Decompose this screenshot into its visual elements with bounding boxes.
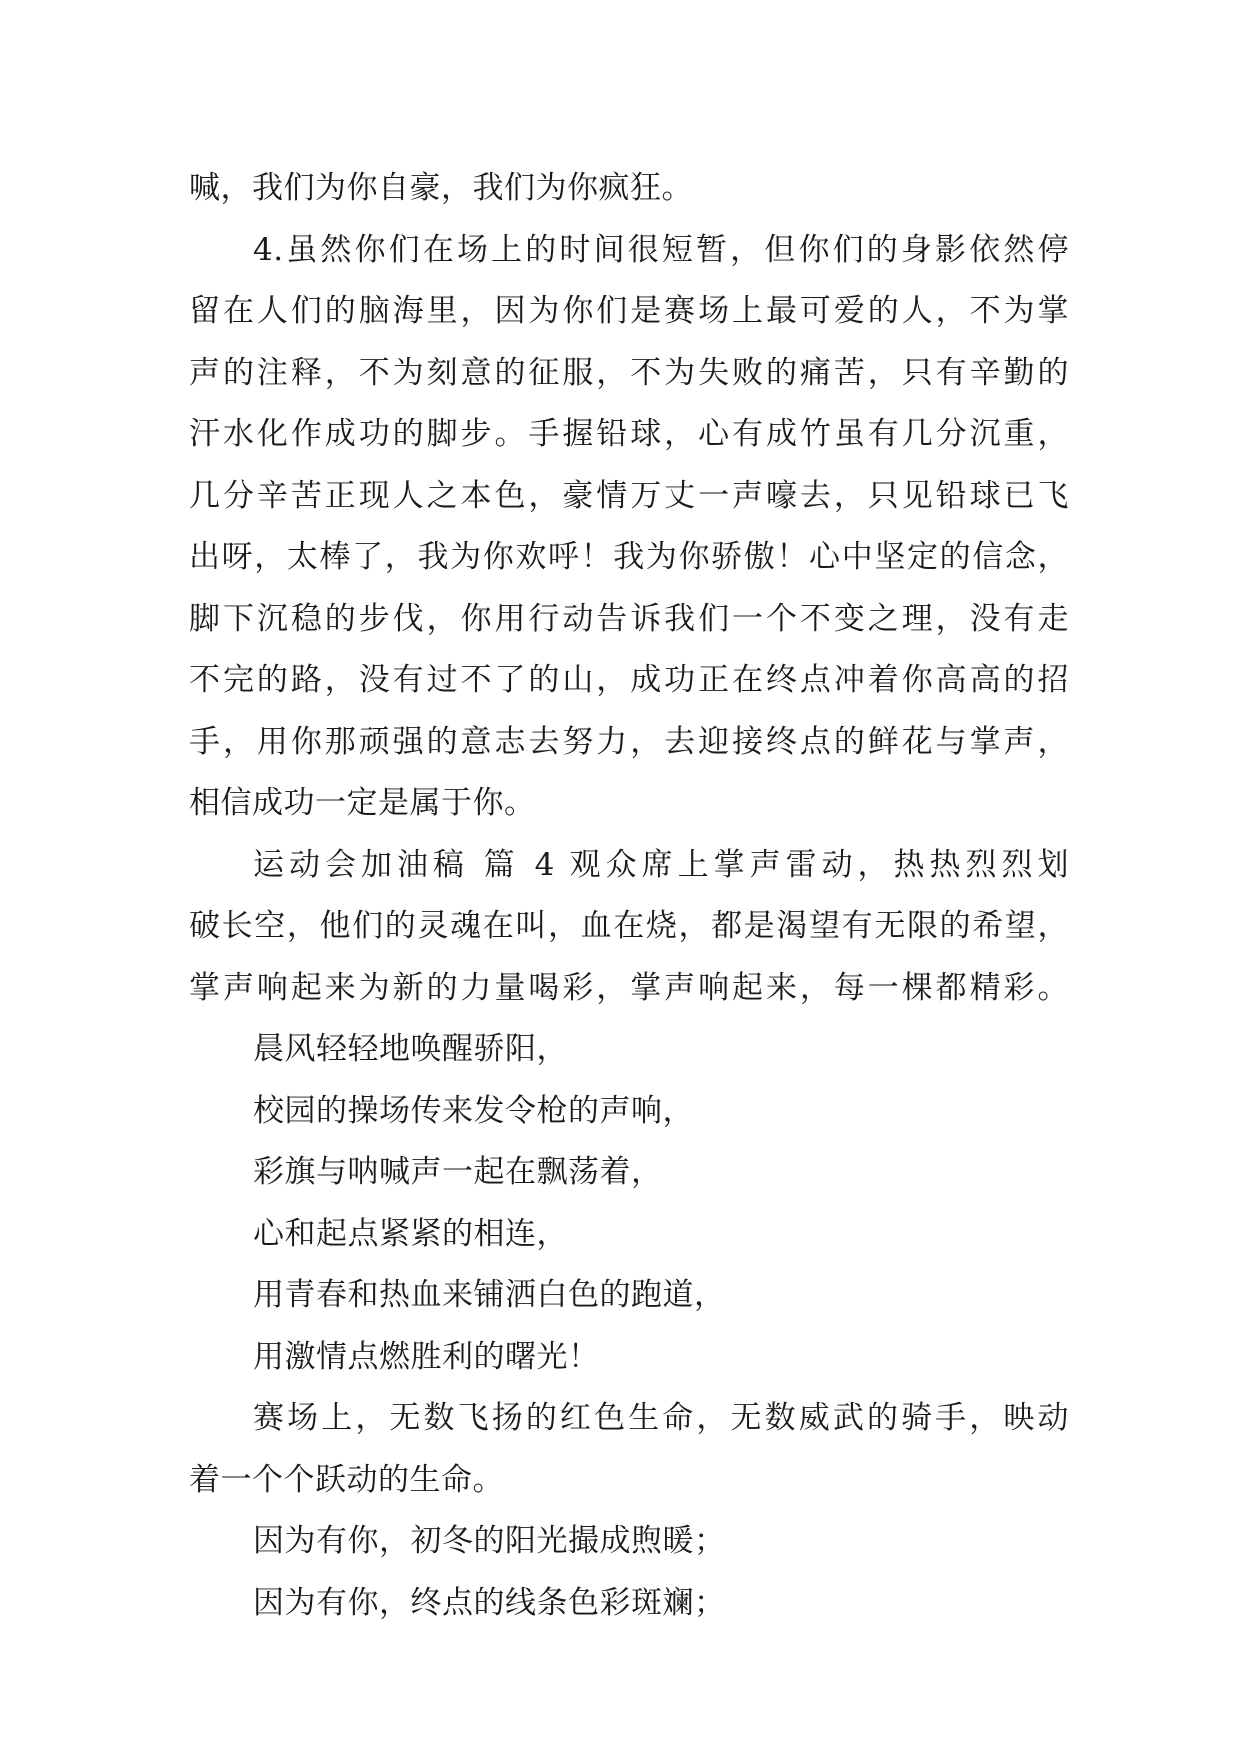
text-line: 手，用你那顽强的意志去努力，去迎接终点的鲜花与掌声， [189,723,1069,760]
poem-line: 用激情点燃胜利的曙光！ [253,1338,600,1375]
text-line: 因为有你，终点的线条色彩斑斓； [253,1584,726,1621]
poem-line: 心和起点紧紧的相连， [253,1215,568,1252]
poem-line: 晨风轻轻地唤醒骄阳， [253,1031,568,1067]
text-line: 赛场上，无数飞扬的红色生命，无数威武的骑手，映动 [253,1400,1069,1436]
text-line: 几分辛苦正现人之本色，豪情万丈一声嚎去，只见铅球已飞 [189,477,1069,514]
text-line: 相信成功一定是属于你。 [189,785,536,821]
poem-line: 用青春和热血来铺洒白色的跑道， [253,1277,726,1313]
text-line: 破长空，他们的灵魂在叫，血在烧，都是渴望有无限的希望， [189,908,1069,944]
text-line: 汗水化作成功的脚步。手握铅球，心有成竹虽有几分沉重， [189,416,1069,452]
text-line: 不完的路，没有过不了的山，成功正在终点冲着你高高的招 [189,662,1069,698]
poem-line: 校园的操场传来发令枪的声响， [253,1092,694,1129]
section-heading-line: 运动会加油稿 篇 4 观众席上掌声雷动，热热烈烈划 [253,846,1069,883]
text-line: 掌声响起来为新的力量喝彩，掌声响起来，每一棵都精彩。 [189,969,1069,1006]
text-line: 着一个个跃动的生命。 [189,1461,504,1498]
text-line: 脚下沉稳的步伐，你用行动告诉我们一个不变之理，没有走 [189,600,1069,637]
text-line: 声的注释，不为刻意的征服，不为失败的痛苦，只有辛勤的 [189,354,1069,391]
text-line: 出呀，太棒了，我为你欢呼！我为你骄傲！心中坚定的信念， [189,539,1069,575]
text-line: 因为有你，初冬的阳光撮成煦暖； [253,1523,726,1559]
text-line: 4.虽然你们在场上的时间很短暂，但你们的身影依然停 [253,231,1069,268]
text-line: 喊，我们为你自豪，我们为你疯狂。 [189,170,693,206]
text-line: 留在人们的脑海里，因为你们是赛场上最可爱的人，不为掌 [189,293,1069,329]
document-page [189,158,1069,1634]
poem-line: 彩旗与呐喊声一起在飘荡着， [253,1154,663,1190]
